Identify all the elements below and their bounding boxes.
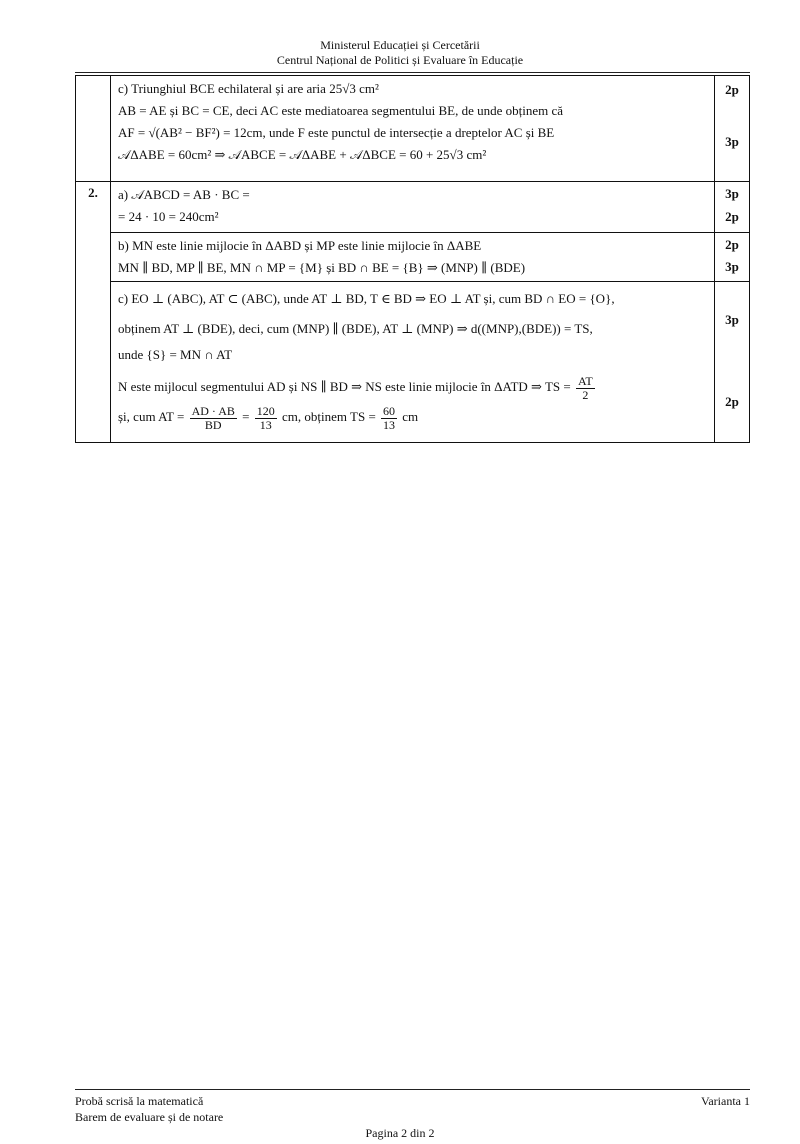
fraction-120-over-13 xyxy=(255,405,277,432)
footer-barem-title: Barem de evaluare și de notare xyxy=(75,1110,224,1124)
table-row xyxy=(76,182,750,233)
footer-exam-title: Probă scrisă la matematică xyxy=(75,1094,204,1108)
fraction-at-over-2 xyxy=(576,375,595,402)
points-value: 2p xyxy=(725,209,739,224)
solution-line: a) 𝒜ABCD = AB · BC = xyxy=(118,187,250,202)
fraction-denominator: BD xyxy=(204,417,222,432)
header-divider xyxy=(75,72,750,73)
item-number: 2. xyxy=(76,182,111,443)
solution-line: 𝒜ΔABE = 60cm² ⇒ 𝒜ABCE = 𝒜ΔABE + 𝒜ΔBCE = 60 + 25√3 cm² xyxy=(118,147,487,162)
points-value: 3p xyxy=(725,259,739,274)
footer-left xyxy=(75,1093,223,1125)
fraction-denominator: 13 xyxy=(259,417,272,432)
points-value: 2p xyxy=(725,237,739,252)
grading-table xyxy=(75,75,750,443)
points-value: 3p xyxy=(725,186,739,201)
solution-line xyxy=(118,372,709,402)
points-cell xyxy=(715,76,750,182)
header-ministry: Ministerul Educației și Cercetării xyxy=(320,38,480,52)
points-cell xyxy=(715,182,750,233)
fraction-ad-ab-over-bd xyxy=(190,405,237,432)
table-row xyxy=(76,282,750,443)
solution-line: MN ∥ BD, MP ∥ BE, MN ∩ MP = {M} și BD ∩ BE = {B} ⇒ (MNP) ∥ (BDE) xyxy=(118,260,526,275)
fraction-denominator: 13 xyxy=(383,417,396,432)
solution-line: AF = √(AB² − BF²) = 12cm, unde F este punctul de intersecție a dreptelor AC și BE xyxy=(118,125,555,140)
solution-text: N este mijlocul segmentului AD și NS ∥ BD ⇒ NS este linie mijlocie în ΔATD ⇒ TS = xyxy=(118,379,571,394)
points-value: 2p xyxy=(725,394,739,409)
solution-cell xyxy=(111,282,715,443)
points-value: 3p xyxy=(725,312,739,327)
footer-divider xyxy=(75,1089,750,1090)
solution-line: AB = AE și BC = CE, deci AC este mediatoarea segmentului BE, de unde obținem că xyxy=(118,103,564,118)
fraction-numerator: AT xyxy=(577,373,593,388)
solution-line: unde {S} = MN ∩ AT xyxy=(118,347,233,362)
solution-cell xyxy=(111,182,715,233)
solution-cell xyxy=(111,233,715,282)
solution-cell xyxy=(111,76,715,182)
solution-line: obținem AT ⊥ (BDE), deci, cum (MNP) ∥ (BDE), AT ⊥ (MNP) ⇒ d((MNP),(BDE)) = TS, xyxy=(118,321,593,336)
equals-sign: = xyxy=(242,409,250,424)
points-cell xyxy=(715,282,750,443)
fraction-60-over-13 xyxy=(381,405,397,432)
solution-line xyxy=(118,402,709,432)
footer-variant: Varianta 1 xyxy=(701,1094,750,1108)
solution-line: c) Triunghiul BCE echilateral și are aria 25√3 cm² xyxy=(118,81,379,96)
points-value: 3p xyxy=(725,134,739,149)
fraction-numerator: 60 xyxy=(383,403,396,418)
table-row xyxy=(76,233,750,282)
solution-text: cm, obținem TS = xyxy=(282,409,376,424)
page-number: Pagina 2 din 2 xyxy=(365,1126,435,1140)
header-center: Centrul Național de Politici și Evaluare în Educație xyxy=(276,53,524,67)
solution-line: c) EO ⊥ (ABC), AT ⊂ (ABC), unde AT ⊥ BD, T ∈ BD ⇒ EO ⊥ AT și, cum BD ∩ EO = {O}, xyxy=(118,291,615,306)
points-cell xyxy=(715,233,750,282)
points-value: 2p xyxy=(725,82,739,97)
solution-text: și, cum AT = xyxy=(118,409,185,424)
solution-line: b) MN este linie mijlocie în ΔABD și MP este linie mijlocie în ΔABE xyxy=(118,238,482,253)
solution-line: = 24 · 10 = 240cm² xyxy=(118,209,219,224)
document-header xyxy=(0,38,800,68)
table-row xyxy=(76,76,750,182)
fraction-numerator: AD · AB xyxy=(191,403,235,418)
unit-text: cm xyxy=(402,409,419,424)
fraction-numerator: 120 xyxy=(256,403,275,418)
item-number xyxy=(76,76,111,182)
fraction-denominator: 2 xyxy=(582,387,589,402)
